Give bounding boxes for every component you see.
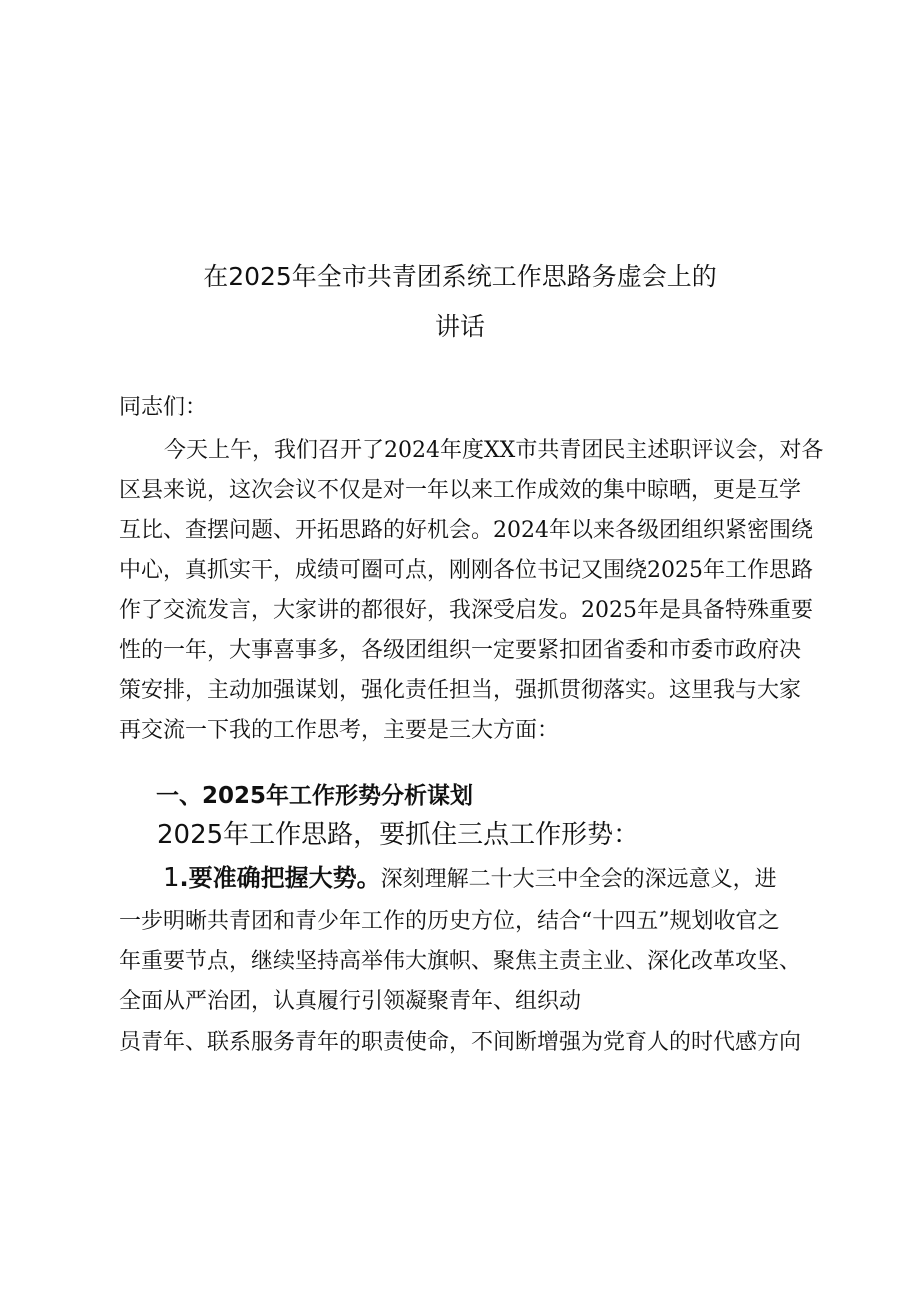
- section-heading-1: 一、2025年工作形势分析谋划: [156, 783, 474, 809]
- paragraph-2-line-2: 年重要节点，继续坚持高举伟大旗帜、聚焦主责主业、深化改革攻坚、: [119, 949, 802, 974]
- paragraph-1-line-6: 性的一年，大事喜事多，各级团组织一定要紧扣团省委和市委市政府决: [119, 638, 802, 663]
- paragraph-2-line-4: 员青年、联系服务青年的职责使命，不间断增强为党育人的时代感方向: [119, 1030, 802, 1055]
- point-1-lead: .要准确把握大势。: [179, 864, 381, 892]
- paragraph-1-line-8: 再交流一下我的工作思考，主要是三大方面：: [119, 718, 560, 743]
- paragraph-1-line-2: 区县来说，这次会议不仅是对一年以来工作成效的集中晾晒，更是互学: [119, 478, 802, 503]
- paragraph-2-line-1: 一步明晰共青团和青少年工作的历史方位，结合“十四五”规划收官之: [119, 909, 780, 934]
- point-1-line-1: [163, 862, 777, 896]
- paragraph-1-line-3: 互比、查摆问题、开拓思路的好机会。2024年以来各级团组织紧密围绕: [119, 518, 813, 543]
- document-title-line-1: 在2025年全市共青团系统工作思路务虚会上的: [203, 262, 717, 291]
- document-title-line-2: 讲话: [434, 312, 485, 341]
- paragraph-2-line-3: 全面从严治团，认真履行引领凝聚青年、组织动: [119, 989, 582, 1014]
- point-1-text: 深刻理解二十大三中全会的深远意义，进: [380, 867, 777, 892]
- greeting: 同志们：: [119, 395, 208, 420]
- paragraph-1-line-4: 中心，真抓实干，成绩可圈可点，刚刚各位书记又围绕2025年工作思路: [119, 558, 813, 583]
- paragraph-1-line-5: 作了交流发言，大家讲的都很好，我深受启发。2025年是具备特殊重要: [119, 598, 813, 623]
- point-1-number: 1: [163, 863, 180, 893]
- section-subheading: 2025年工作思路，要抓住三点工作形势：: [157, 820, 640, 850]
- paragraph-1-line-1: 今天上午，我们召开了2024年度XX市共青团民主述职评议会，对各: [164, 438, 824, 463]
- paragraph-1-line-7: 策安排，主动加强谋划，强化责任担当，强抓贯彻落实。这里我与大家: [119, 678, 802, 703]
